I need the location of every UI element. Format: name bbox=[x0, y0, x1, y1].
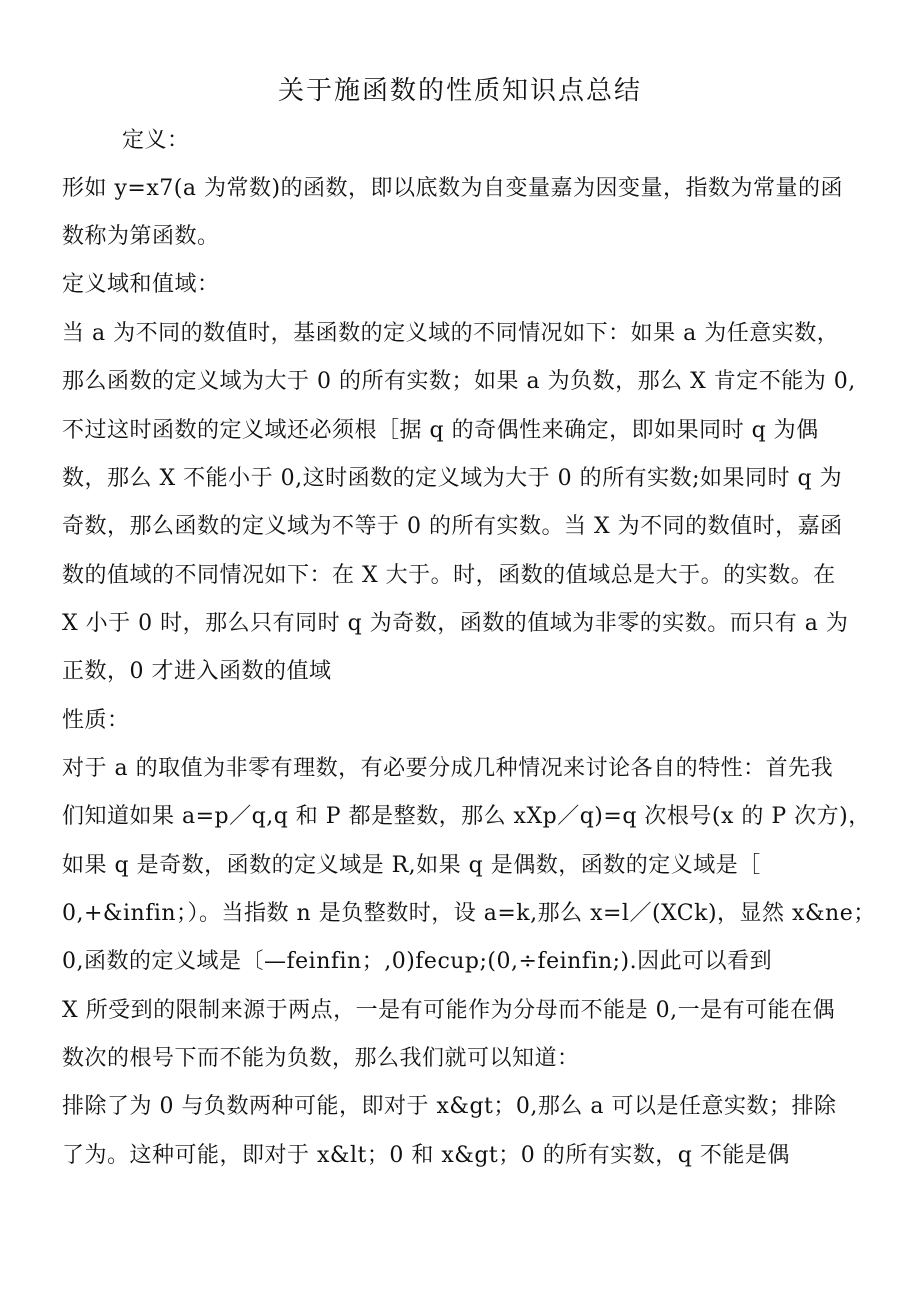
paragraph-line: 们知道如果 a=p／q,q 和 P 都是整数，那么 xXp／q)=q 次根号(x 的 P 次方)， bbox=[62, 804, 871, 829]
section-heading-domain-range: 定义域和值域： bbox=[62, 272, 220, 297]
paragraph-line: 0,函数的定义域是〔—feinfin；,0)fecup;(0,÷feinfin;).因此可以看到 bbox=[62, 949, 773, 974]
paragraph-line: 正数，0 才进入函数的值域 bbox=[62, 659, 332, 684]
paragraph-line: 数，那么 X 不能小于 0,这时函数的定义域为大于 0 的所有实数;如果同时 q 为 bbox=[62, 466, 843, 491]
paragraph-line: 了为。这种可能，即对于 x&lt；0 和 x&gt；0 的所有实数，q 不能是偶 bbox=[62, 1143, 790, 1168]
paragraph-line: 0,+&infin；）。当指数 n 是负整数时，设 a=k,那么 x=l／(XCk)，显然 x&ne； bbox=[62, 901, 876, 926]
document-title: 关于施函数的性质知识点总结 bbox=[277, 76, 642, 106]
paragraph-line: X 小于 0 时，那么只有同时 q 为奇数，函数的值域为非零的实数。而只有 a 为 bbox=[62, 611, 849, 636]
section-heading-properties: 性质： bbox=[62, 708, 130, 733]
paragraph-line: 如果 q 是奇数，函数的定义域是 R,如果 q 是偶数，函数的定义域是［ bbox=[62, 853, 761, 878]
paragraph-line: 数次的根号下而不能为负数，那么我们就可以知道： bbox=[62, 1046, 580, 1071]
paragraph-line: 不过这时函数的定义域还必须根［据 q 的奇偶性来确定，即如果同时 q 为偶 bbox=[62, 418, 819, 443]
section-heading-definition: 定义： bbox=[122, 128, 190, 153]
paragraph-line: 那么函数的定义域为大于 0 的所有实数；如果 a 为负数，那么 X 肯定不能为 0, bbox=[62, 369, 856, 394]
paragraph-line: 排除了为 0 与负数两种可能，即对于 x&gt；0,那么 a 可以是任意实数；排除 bbox=[62, 1094, 837, 1119]
paragraph-line: 数称为第函数。 bbox=[62, 224, 220, 249]
paragraph-line: 数的值域的不同情况如下：在 X 大于。时，函数的值域总是大于。的实数。在 bbox=[62, 563, 836, 588]
paragraph-line: 对于 a 的取值为非零有理数，有必要分成几种情况来讨论各自的特性：首先我 bbox=[62, 756, 834, 781]
paragraph-line: 当 a 为不同的数值时，基函数的定义域的不同情况如下：如果 a 为任意实数， bbox=[62, 321, 840, 346]
paragraph-line: X 所受到的限制来源于两点，一是有可能作为分母而不能是 0,一是有可能在偶 bbox=[62, 998, 836, 1023]
paragraph-line: 形如 y=x7(a 为常数)的函数，即以底数为自变量嘉为因变量，指数为常量的函 bbox=[62, 176, 844, 201]
paragraph-line: 奇数，那么函数的定义域为不等于 0 的所有实数。当 X 为不同的数值时，嘉函 bbox=[62, 514, 843, 539]
